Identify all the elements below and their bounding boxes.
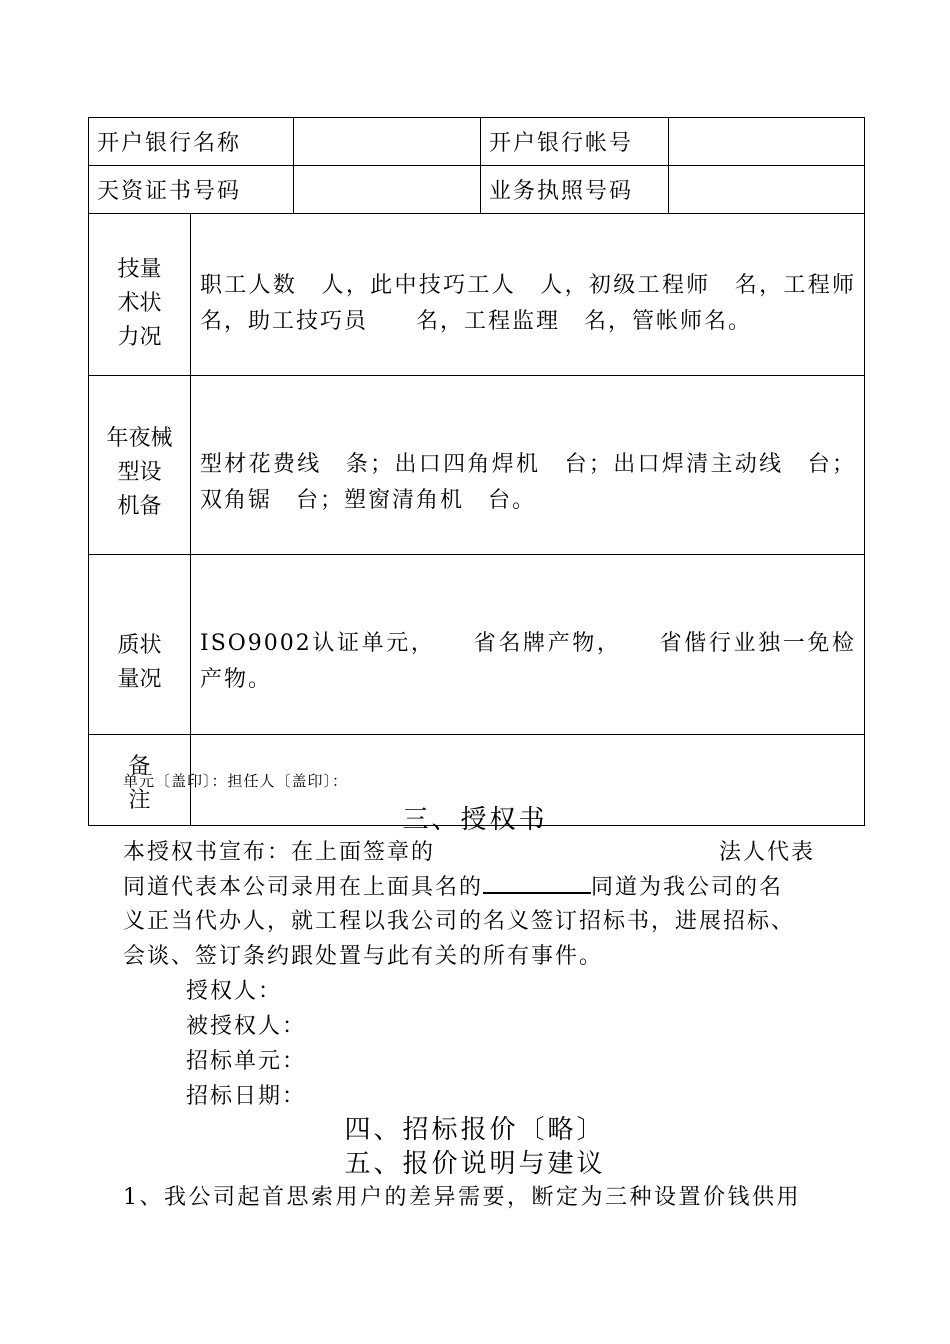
remarks-label-line: 注 bbox=[128, 788, 151, 813]
table-row-equipment bbox=[89, 376, 865, 555]
grantee-label: 被授权人： bbox=[186, 1014, 307, 1039]
table-row-bank bbox=[89, 118, 865, 166]
quality-content: ISO9002认证单元， 省名牌产物， 省偕行业独一免检产物。 bbox=[191, 555, 865, 735]
equipment-label-line: 机备 bbox=[117, 493, 162, 519]
equipment-content: 型材花费线 条；出口四角焊机 台；出口焊清主动线 台；双角锯 台；塑窗清角机 台。 bbox=[191, 376, 865, 555]
name-blank-underline bbox=[483, 872, 591, 894]
authorization-line-1 bbox=[123, 835, 843, 866]
bid-date-label: 招标日期： bbox=[186, 1084, 307, 1109]
authorization-line-1-left: 本授权书宣布：在上面签章的 bbox=[123, 840, 436, 865]
cert-no-label: 天资证书号码 bbox=[89, 166, 294, 214]
authorization-line-2-before: 同道代表本公司录用在上面具名的 bbox=[123, 875, 484, 900]
grantor-label: 授权人： bbox=[186, 979, 283, 1004]
bidder-label: 招标单元： bbox=[186, 1049, 307, 1074]
authorization-line-2-after: 同道为我公司的名 bbox=[591, 875, 784, 900]
remarks-label-line: 备 bbox=[128, 754, 151, 779]
authorization-line-2 bbox=[123, 870, 843, 901]
equipment-label-line: 型设 bbox=[117, 459, 162, 485]
section3-title: 三、授权书 bbox=[402, 805, 548, 835]
quality-label bbox=[89, 555, 191, 735]
license-no-label: 业务执照号码 bbox=[481, 166, 669, 214]
section5-title: 五、报价说明与建议 bbox=[344, 1149, 606, 1179]
cert-no-value bbox=[294, 166, 481, 214]
equipment-label-line: 年夜械 bbox=[106, 425, 173, 451]
authorization-line-3: 义正当代办人，就工程以我公司的名义签订招标书，进展招标、 bbox=[123, 909, 796, 934]
license-no-value bbox=[669, 166, 865, 214]
table-row-quality bbox=[89, 555, 865, 735]
section5-line-1: 1、我公司起首思索用户的差异需要，断定为三种设置价钱供用 bbox=[123, 1185, 801, 1210]
tech-label-line: 技量 bbox=[117, 257, 162, 282]
table-row-tech bbox=[89, 214, 865, 376]
tech-label-line: 术状 bbox=[117, 291, 162, 316]
tech-label-line: 力况 bbox=[117, 325, 162, 350]
equipment-label bbox=[89, 376, 191, 555]
tech-content: 职工人数 人，此中技巧工人 人，初级工程师 名，工程师 名，助工技巧员 名，工程监理 名，管帐师名。 bbox=[191, 214, 865, 376]
table-row-cert bbox=[89, 166, 865, 214]
stamp-line: 单元〔盖印〕：担任人〔盖印〕： bbox=[123, 772, 349, 790]
section4-title: 四、招标报价〔略〕 bbox=[344, 1115, 606, 1145]
bank-name-value bbox=[294, 118, 481, 166]
tech-label bbox=[89, 214, 191, 376]
authorization-line-4: 会谈、签订条约跟处置与此有关的所有事件。 bbox=[123, 944, 604, 969]
quality-label-line: 量况 bbox=[117, 666, 162, 692]
bank-account-value bbox=[669, 118, 865, 166]
authorization-line-1-right: 法人代表 bbox=[719, 840, 816, 865]
company-info-table bbox=[88, 117, 881, 826]
quality-label-line: 质状 bbox=[117, 632, 162, 658]
bank-name-label: 开户银行名称 bbox=[89, 118, 294, 166]
bank-account-label: 开户银行帐号 bbox=[481, 118, 669, 166]
